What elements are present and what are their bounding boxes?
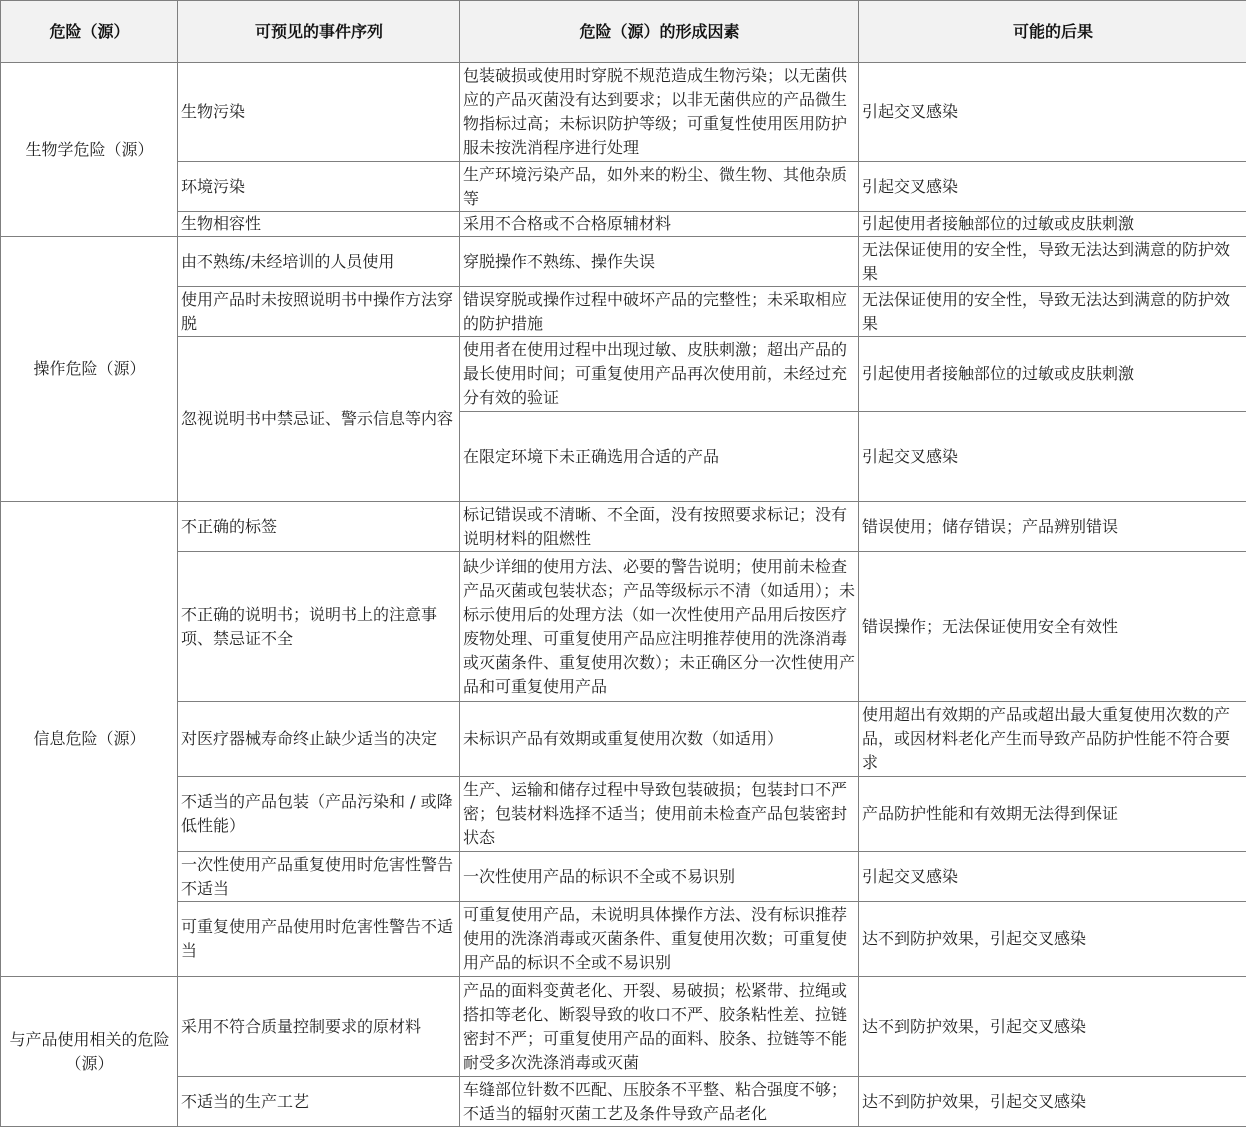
event-sequence: 不适当的生产工艺 [178,1077,460,1127]
hazard-factor: 生产环境污染产品，如外来的粉尘、微生物、其他杂质等 [460,162,859,212]
table-row [1,337,1246,412]
event-sequence: 不正确的标签 [178,502,460,552]
consequence: 引起使用者接触部位的过敏或皮肤刺激 [859,337,1246,412]
table-row [1,287,1246,337]
hazard-factor: 一次性使用产品的标识不全或不易识别 [460,852,859,902]
consequence: 产品防护性能和有效期无法得到保证 [859,777,1246,852]
table-row [1,977,1246,1077]
consequence: 引起交叉感染 [859,412,1246,502]
event-sequence: 采用不符合质量控制要求的原材料 [178,977,460,1077]
event-sequence: 生物相容性 [178,212,460,237]
header-row [1,1,1246,63]
table-row [1,702,1246,777]
hazard-factor: 采用不合格或不合格原辅材料 [460,212,859,237]
table-row [1,63,1246,162]
consequence: 引起交叉感染 [859,63,1246,162]
consequence: 无法保证使用的安全性，导致无法达到满意的防护效果 [859,287,1246,337]
hazard-category: 生物学危险（源） [1,63,178,237]
hazard-factor: 产品的面料变黄老化、开裂、易破损；松紧带、拉绳或搭扣等老化、断裂导致的收口不严、胶条粘性差、拉链密封不严；可重复使用产品的面料、胶条、拉链等不能耐受多次洗涤消毒或灭菌 [460,977,859,1077]
hazard-factor: 包装破损或使用时穿脱不规范造成生物污染；以无菌供应的产品灭菌没有达到要求；以非无菌供应的产品微生物指标过高；未标识防护等级；可重复性使用医用防护服未按洗消程序进行处理 [460,63,859,162]
consequence: 引起使用者接触部位的过敏或皮肤刺激 [859,212,1246,237]
event-sequence: 使用产品时未按照说明书中操作方法穿脱 [178,287,460,337]
table-row [1,502,1246,552]
consequence: 引起交叉感染 [859,852,1246,902]
consequence: 达不到防护效果，引起交叉感染 [859,977,1246,1077]
hazard-factor: 可重复使用产品，未说明具体操作方法、没有标识推荐使用的洗涤消毒或灭菌条件、重复使用次数；可重复使用产品的标识不全或不易识别 [460,902,859,977]
hazard-factor: 标记错误或不清晰、不全面，没有按照要求标记；没有说明材料的阻燃性 [460,502,859,552]
hazard-category: 与产品使用相关的危险（源） [1,977,178,1127]
event-sequence: 一次性使用产品重复使用时危害性警告不适当 [178,852,460,902]
hazard-category: 信息危险（源） [1,502,178,977]
hazard-factor: 车缝部位针数不匹配、压胶条不平整、粘合强度不够；不适当的辐射灭菌工艺及条件导致产品老化 [460,1077,859,1127]
table-row [1,552,1246,702]
hazard-factor: 穿脱操作不熟练、操作失误 [460,237,859,287]
hazard-category: 操作危险（源） [1,237,178,502]
table-row [1,162,1246,212]
table-row [1,777,1246,852]
consequence: 达不到防护效果，引起交叉感染 [859,902,1246,977]
header-event-sequence: 可预见的事件序列 [178,1,460,63]
event-sequence: 不适当的产品包装（产品污染和 / 或降低性能） [178,777,460,852]
table-row [1,237,1246,287]
consequence: 达不到防护效果，引起交叉感染 [859,1077,1246,1127]
header-consequence: 可能的后果 [859,1,1246,63]
table-body [1,63,1246,1127]
header-hazard: 危险（源） [1,1,178,63]
event-sequence: 生物污染 [178,63,460,162]
hazard-factor: 缺少详细的使用方法、必要的警告说明；使用前未检查产品灭菌或包装状态；产品等级标示不清（如适用）；未标示使用后的处理方法（如一次性使用产品用后按医疗废物处理、可重复使用产品应注明推荐使用的洗涤消毒或灭菌条件、重复使用次数）；未正确区分一次性使用产品和可重复使用产品 [460,552,859,702]
event-sequence: 可重复使用产品使用时危害性警告不适当 [178,902,460,977]
event-sequence: 不正确的说明书；说明书上的注意事项、禁忌证不全 [178,552,460,702]
hazard-factor: 在限定环境下未正确选用合适的产品 [460,412,859,502]
hazard-factor: 错误穿脱或操作过程中破坏产品的完整性；未采取相应的防护措施 [460,287,859,337]
table-row [1,902,1246,977]
table-row [1,1077,1246,1127]
consequence: 引起交叉感染 [859,162,1246,212]
header-hazard-factors: 危险（源）的形成因素 [460,1,859,63]
table-row [1,852,1246,902]
event-sequence: 对医疗器械寿命终止缺少适当的决定 [178,702,460,777]
consequence: 使用超出有效期的产品或超出最大重复使用次数的产品，或因材料老化产生而导致产品防护性能不符合要求 [859,702,1246,777]
hazard-factor: 使用者在使用过程中出现过敏、皮肤刺激；超出产品的最长使用时间；可重复使用产品再次使用前，未经过充分有效的验证 [460,337,859,412]
hazard-factor: 生产、运输和储存过程中导致包装破损；包装封口不严密；包装材料选择不适当；使用前未检查产品包装密封状态 [460,777,859,852]
consequence: 无法保证使用的安全性，导致无法达到满意的防护效果 [859,237,1246,287]
event-sequence: 环境污染 [178,162,460,212]
event-sequence: 忽视说明书中禁忌证、警示信息等内容 [178,337,460,502]
consequence: 错误使用；储存错误；产品辨别错误 [859,502,1246,552]
hazard-factor: 未标识产品有效期或重复使用次数（如适用） [460,702,859,777]
table-row [1,212,1246,237]
consequence: 错误操作；无法保证使用安全有效性 [859,552,1246,702]
event-sequence: 由不熟练/未经培训的人员使用 [178,237,460,287]
